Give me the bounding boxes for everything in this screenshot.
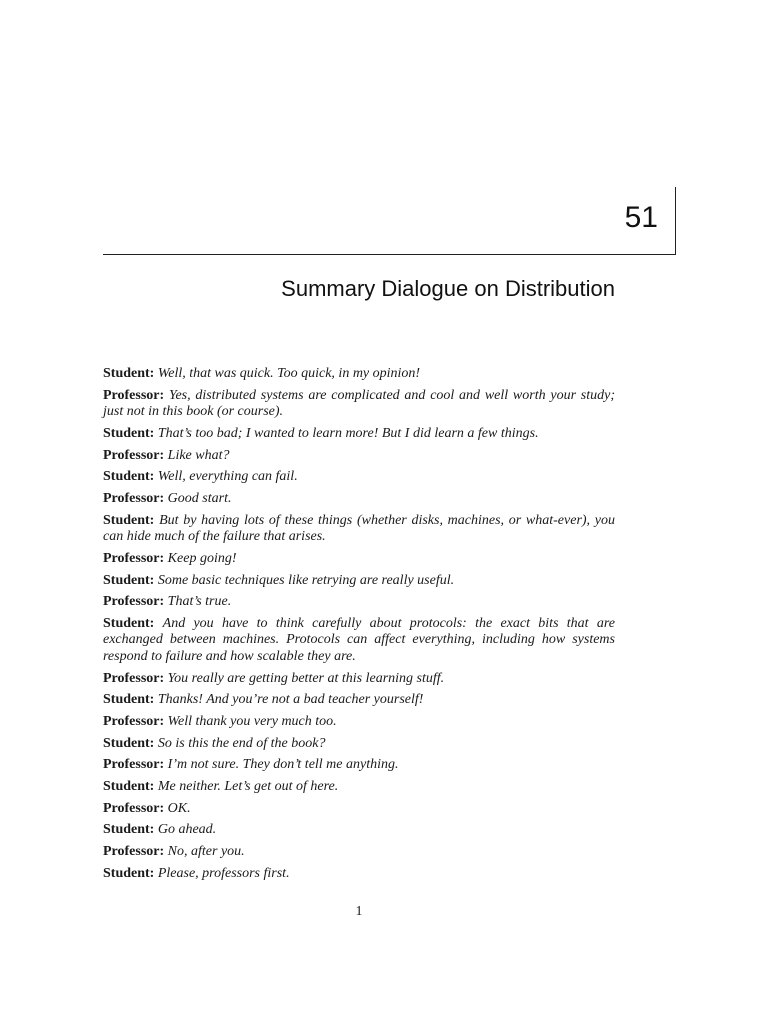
speaker-label: Professor: xyxy=(103,594,165,610)
dialogue-line xyxy=(103,779,615,796)
chapter-number: 51 xyxy=(624,201,658,234)
speaker-label: Professor: xyxy=(103,387,165,403)
dialogue-line xyxy=(103,801,615,818)
dialogue-line xyxy=(103,388,615,421)
speaker-label: Professor: xyxy=(103,490,165,506)
speech-text: And you have to think carefully about protocols: the exact bits that are exchanged between machines. Protocols can affect everything, including how systems respond to failure and how scalable they are. xyxy=(103,615,615,664)
speaker-label: Professor: xyxy=(103,550,165,566)
speaker-label: Student: xyxy=(103,366,155,381)
speech-text: Keep going! xyxy=(167,550,237,566)
speech-text: But by having lots of these things (whether disks, machines, or what-ever), you can hide much of the failure that arises. xyxy=(103,512,615,545)
dialogue-line xyxy=(103,513,615,546)
speaker-label: Student: xyxy=(103,735,155,751)
speech-text: Good start. xyxy=(167,490,232,506)
dialogue-line xyxy=(103,822,615,839)
speech-text: Well, everything can fail. xyxy=(157,469,298,485)
speech-text: Thanks! And you’re not a bad teacher yourself! xyxy=(157,692,424,708)
dialogue-line xyxy=(103,757,615,774)
page-number: 1 xyxy=(355,904,363,919)
speaker-label: Student: xyxy=(103,512,155,528)
speaker-label: Student: xyxy=(103,425,155,441)
speech-text: That’s too bad; I wanted to learn more! But I did learn a few things. xyxy=(157,425,539,441)
dialogue-line xyxy=(103,366,615,383)
dialogue-line xyxy=(103,551,615,568)
speaker-label: Professor: xyxy=(103,713,165,729)
speech-text: You really are getting better at this learning stuff. xyxy=(167,670,445,686)
speech-text: No, after you. xyxy=(167,844,245,860)
dialogue-line xyxy=(103,714,615,731)
speaker-label: Professor: xyxy=(103,844,165,860)
dialogue-line xyxy=(103,866,615,883)
speaker-label: Student: xyxy=(103,692,155,708)
dialogue-line xyxy=(103,692,615,709)
dialogue-line xyxy=(103,573,615,590)
speaker-label: Student: xyxy=(103,779,155,794)
chapter-vertical-rule xyxy=(675,187,676,254)
speech-text: OK. xyxy=(167,800,191,816)
speaker-label: Student: xyxy=(103,469,155,485)
speaker-label: Professor: xyxy=(103,757,165,773)
dialogue-line xyxy=(103,736,615,753)
speaker-label: Student: xyxy=(103,865,155,881)
speaker-label: Professor: xyxy=(103,447,165,463)
speech-text: Go ahead. xyxy=(157,822,217,838)
speech-text: I’m not sure. They don’t tell me anything. xyxy=(167,757,399,773)
speech-text: Well thank you very much too. xyxy=(167,713,337,729)
speaker-label: Student: xyxy=(103,572,155,588)
speech-text: That’s true. xyxy=(167,594,232,610)
dialogue-line xyxy=(103,469,615,486)
speaker-label: Student: xyxy=(103,822,155,838)
dialogue-line xyxy=(103,426,615,443)
speech-text: Please, professors first. xyxy=(157,865,290,881)
speech-text: Some basic techniques like retrying are really useful. xyxy=(157,572,455,588)
speech-text: Well, that was quick. Too quick, in my opinion! xyxy=(157,366,421,381)
speaker-label: Professor: xyxy=(103,800,165,816)
dialogue xyxy=(103,366,615,887)
dialogue-line xyxy=(103,491,615,508)
speaker-label: Student: xyxy=(103,615,155,631)
speech-text: Like what? xyxy=(167,447,230,463)
dialogue-line xyxy=(103,844,615,861)
speech-text: Yes, distributed systems are complicated and cool and well worth your study; just not in this book (or course). xyxy=(103,387,615,420)
dialogue-line xyxy=(103,448,615,465)
chapter-horizontal-rule xyxy=(103,254,676,255)
speaker-label: Professor: xyxy=(103,670,165,686)
speech-text: So is this the end of the book? xyxy=(157,735,326,751)
dialogue-line xyxy=(103,671,615,688)
speech-text: Me neither. Let’s get out of here. xyxy=(157,779,339,794)
chapter-title: Summary Dialogue on Distribution xyxy=(281,276,615,301)
dialogue-line xyxy=(103,616,615,666)
dialogue-line xyxy=(103,594,615,611)
